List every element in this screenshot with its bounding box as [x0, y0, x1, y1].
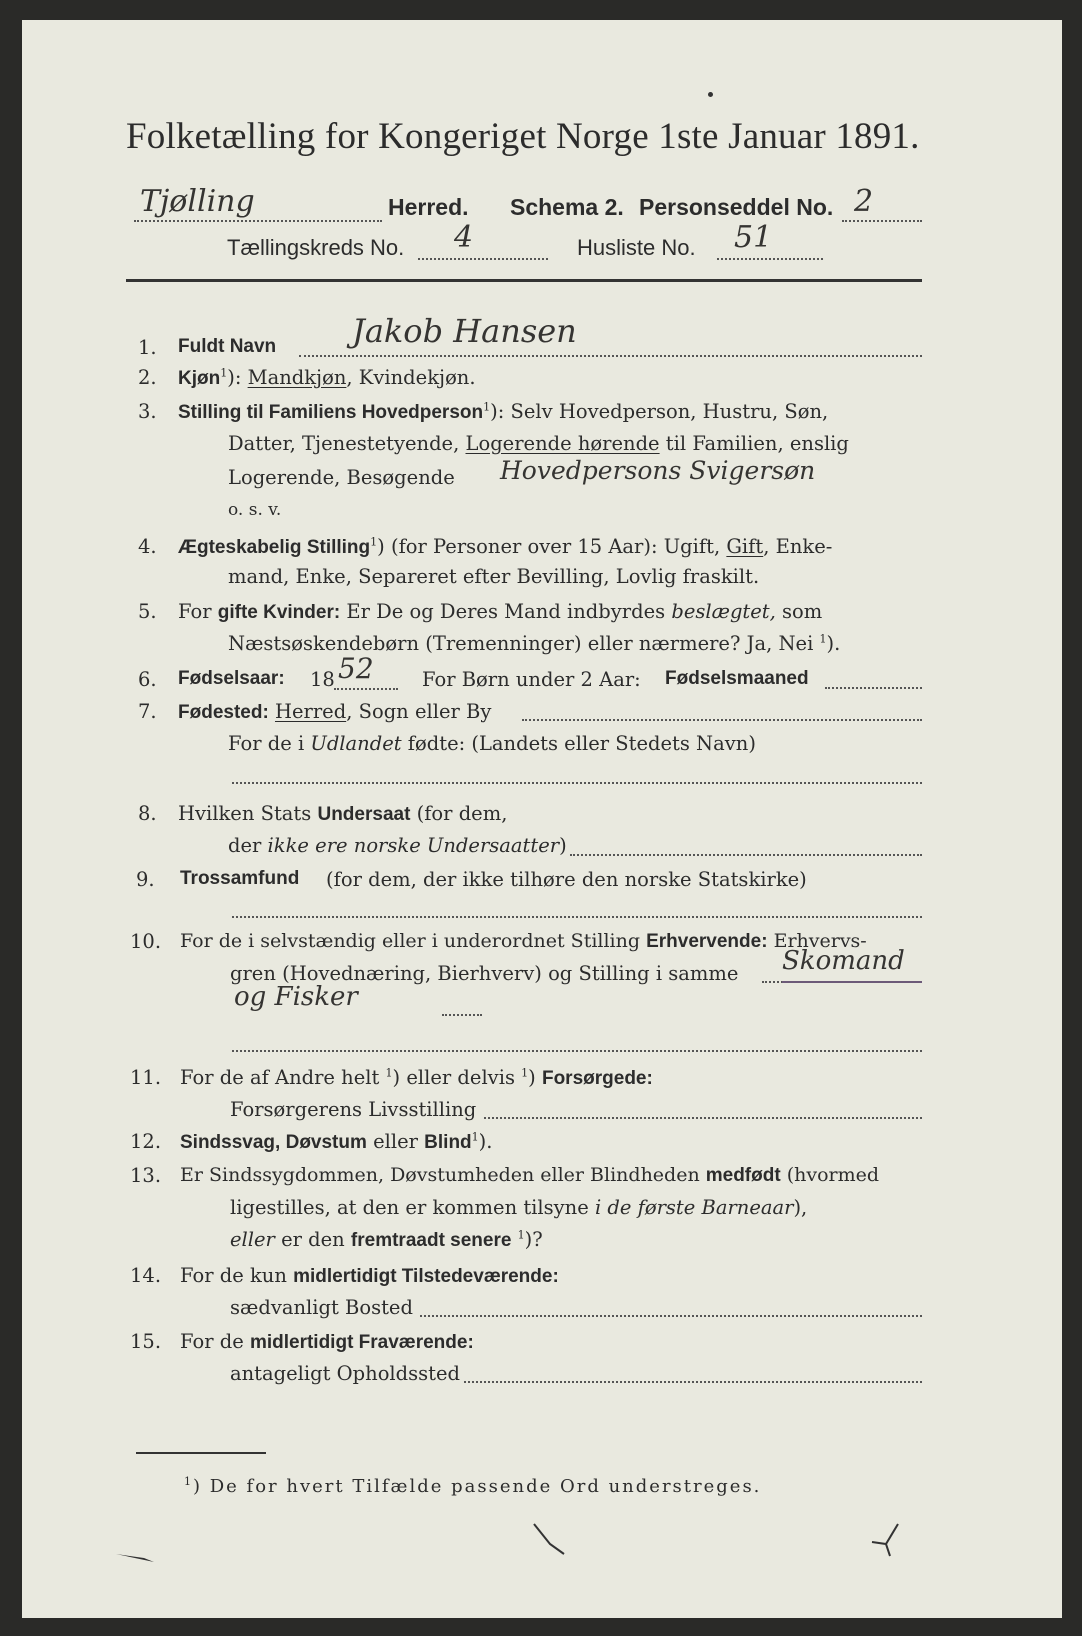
fuldt-navn-line — [299, 355, 922, 357]
personseddel-line — [842, 220, 922, 222]
stilling-value: Hovedpersons Svigersøn — [500, 456, 816, 485]
stilling-line-2 — [228, 432, 849, 455]
taellingskreds-value: 4 — [454, 220, 474, 255]
footnote-ref: 1 — [385, 1066, 393, 1080]
fravaerende-text-a: For de — [180, 1330, 250, 1353]
pen-mark — [868, 1520, 908, 1560]
stilling-text: ): Selv Hovedperson, Hustru, Søn, — [490, 400, 829, 423]
fodselsaar-label: Fødselsaar: — [178, 668, 285, 689]
undersaat-ikke-norske: ikke ere norske Undersaatter — [267, 834, 560, 857]
stilling-text-2a: Datter, Tjenestetyende, — [228, 432, 466, 455]
sindssvag-text: eller — [366, 1130, 425, 1153]
undersaat-text-b: (for dem, — [410, 802, 508, 825]
kjon-text: ): — [227, 366, 248, 389]
item-number-4: 4. — [138, 535, 157, 558]
sindssvag-line — [180, 1130, 492, 1154]
fodselsaar-prefix: 18 — [310, 668, 335, 691]
fuldt-navn-value: Jakob Hansen — [352, 312, 577, 350]
footnote-ref: 1 — [521, 1066, 529, 1080]
footnote-ref: 1 — [483, 400, 491, 414]
taellingskreds-label: Tællingskreds No. — [227, 235, 405, 260]
tilstede-label: midlertidigt Tilstedeværende: — [293, 1266, 559, 1287]
stilling-logerende-underlined: Logerende hørende — [465, 432, 660, 455]
undersaat-label: Undersaat — [317, 804, 411, 825]
item-number-5: 5. — [138, 600, 157, 623]
trossamfund-line — [232, 916, 922, 918]
medfodt-text-b: (hvormed — [780, 1164, 880, 1186]
erhverv-value-underline — [782, 981, 922, 983]
medfodt-line-3 — [230, 1228, 543, 1252]
trossamfund-label: Trossamfund — [180, 868, 300, 889]
forsorgede-line-1 — [180, 1066, 653, 1090]
aegteskab-line-1 — [178, 535, 832, 559]
aegteskab-label: Ægteskabelig Stilling — [178, 537, 371, 558]
erhverv-text-b: Erhvervs- — [767, 930, 867, 952]
stilling-text-2b: til Familien, enslig — [659, 432, 849, 455]
kjon-line — [178, 366, 476, 390]
ink-dot — [708, 92, 713, 97]
aegteskab-text: ) (for Personer over 15 Aar): Ugift, — [377, 535, 727, 558]
forsorgede-label: Forsørgede: — [541, 1068, 653, 1089]
sindssvag-end: ). — [478, 1130, 493, 1153]
erhverv-label: Erhvervende: — [646, 931, 768, 952]
aegteskab-text-b: , Enke- — [763, 535, 833, 558]
erhverv-line-2: gren (Hovednæring, Bierhverv) og Stilling i samme — [230, 962, 739, 985]
opholdssted-line — [464, 1381, 922, 1383]
footnote-sup: 1 — [184, 1475, 193, 1488]
born-under-2: For Børn under 2 Aar: — [422, 668, 641, 691]
kjon-text-2: , Kvindekjøn. — [346, 366, 476, 389]
fravaerende-line-1 — [180, 1330, 474, 1354]
aegteskab-gift-underlined: Gift — [726, 535, 764, 558]
item-number-9: 9. — [136, 868, 155, 891]
footnote — [184, 1475, 761, 1497]
husliste-line — [717, 258, 823, 260]
medfodt-barneaar: i de første Barneaar — [594, 1196, 794, 1219]
footnote-rule — [136, 1452, 266, 1454]
pen-mark — [114, 1548, 164, 1568]
fremtraadt-label: fremtraadt senere — [350, 1230, 512, 1251]
medfodt-line-2 — [230, 1196, 807, 1219]
medfodt-line-1 — [180, 1164, 879, 1187]
footnote-ref: 1 — [517, 1228, 525, 1242]
item-number-10: 10. — [130, 930, 162, 953]
undersaat-text-a: Hvilken Stats — [178, 802, 318, 825]
kjon-mandkjon-underlined: Mandkjøn — [247, 366, 347, 389]
footnote-text: ) De for hvert Tilfælde passende Ord understreges. — [193, 1476, 762, 1497]
item-number-8: 8. — [138, 802, 157, 825]
medfodt-text-a: Er Sindssygdommen, Døvstumheden eller Blindheden — [180, 1164, 706, 1186]
medfodt-eller: eller — [230, 1228, 275, 1251]
erhverv-line-1 — [180, 930, 867, 953]
forsorgede-text-b: ) eller delvis — [392, 1066, 522, 1089]
item-number-3: 3. — [138, 400, 157, 423]
fodselsmaaned-line — [825, 687, 922, 689]
stilling-line-1 — [178, 400, 828, 424]
footnote-ref: 1 — [370, 535, 378, 549]
gifte-text-b: Er De og Deres Mand indbyrdes — [340, 600, 672, 623]
sindssvag-label: Sindssvag, Døvstum — [180, 1132, 367, 1153]
gifte-beslaegtet: beslægtet, — [671, 600, 776, 623]
form-title: Folketælling for Kongeriget Norge 1ste Januar 1891. — [126, 116, 920, 157]
census-form-page — [22, 20, 1062, 1618]
forsorgede-line-2: Forsørgerens Livsstilling — [230, 1098, 477, 1121]
erhverv-line — [232, 1050, 922, 1052]
footnote-ref: 1 — [819, 632, 827, 646]
husliste-label: Husliste No. — [577, 235, 696, 260]
herred-label: Herred. — [388, 194, 469, 220]
fodselsaar-value: 52 — [338, 652, 374, 685]
gifte-text-c: som — [775, 600, 823, 623]
item-number-6: 6. — [138, 668, 157, 691]
erhverv-text-a: For de i selvstændig eller i underordnet Stilling — [180, 930, 647, 952]
herred-value: Tjølling — [140, 184, 255, 219]
item-number-13: 13. — [130, 1164, 162, 1187]
fodested-line — [522, 719, 922, 721]
item-number-2: 2. — [138, 366, 157, 389]
husliste-value: 51 — [734, 220, 773, 255]
blind-label: Blind — [424, 1132, 472, 1153]
tilstede-line-1 — [180, 1264, 559, 1288]
item-number-14: 14. — [130, 1264, 162, 1287]
fodested-line-1 — [178, 700, 491, 724]
fuldt-navn-label: Fuldt Navn — [178, 336, 277, 357]
header-rule — [126, 279, 922, 282]
undersaat-line-2 — [228, 834, 567, 857]
undersaat-line — [570, 854, 922, 856]
undersaat-text-2a: der — [228, 834, 268, 857]
footnote-ref: 1 — [471, 1130, 479, 1144]
medfodt-label: medfødt — [705, 1165, 781, 1186]
udland-line — [232, 782, 922, 784]
fodested-herred-underlined: Herred — [274, 700, 347, 723]
erhverv-value-2: og Fisker — [234, 982, 358, 1012]
medfodt-end: )? — [524, 1228, 543, 1251]
erhverv-value-2-dots — [442, 1014, 482, 1016]
gifte-kvinder-line-2 — [228, 632, 840, 655]
forsorgede-text-a: For de af Andre helt — [180, 1066, 386, 1089]
stilling-line-3: Logerende, Besøgende — [228, 466, 455, 489]
fodselsmaaned-label: Fødselsmaaned — [665, 668, 809, 689]
medfodt-text-2a: ligestilles, at den er kommen tilsyne — [230, 1196, 595, 1219]
item-number-1: 1. — [138, 336, 157, 359]
item-number-7: 7. — [138, 700, 157, 723]
taellingskreds-line — [418, 258, 548, 260]
fodested-udlandet: Udlandet — [310, 732, 402, 755]
herred-line — [134, 220, 382, 222]
gifte-end: ). — [826, 632, 841, 655]
forsorger-line — [484, 1117, 922, 1119]
item-number-12: 12. — [130, 1130, 162, 1153]
kjon-label: Kjøn — [178, 368, 221, 389]
bosted-line — [420, 1315, 922, 1317]
personseddel-value: 2 — [854, 184, 874, 219]
undersaat-text-2b: ) — [559, 834, 567, 857]
trossamfund-text: (for dem, der ikke tilhøre den norske Statskirke) — [326, 868, 807, 891]
medfodt-text-2b: ), — [793, 1196, 808, 1219]
personseddel-label: Personseddel No. — [639, 194, 834, 220]
item-number-11: 11. — [130, 1066, 162, 1089]
erhverv-value-1: Skomand — [782, 946, 905, 976]
fodested-text: , Sogn eller By — [346, 700, 492, 723]
fravaerende-label: midlertidigt Fraværende: — [249, 1332, 474, 1353]
fodested-text-2b: fødte: (Landets eller Stedets Navn) — [401, 732, 756, 755]
fodested-label: Fødested: — [178, 702, 269, 723]
gifte-kvinder-label: gifte Kvinder: — [217, 602, 341, 623]
footnote-ref: 1 — [220, 366, 228, 380]
gifte-kvinder-line-1 — [178, 600, 822, 624]
forsorgede-text-c: ) — [528, 1066, 542, 1089]
undersaat-line-1 — [178, 802, 507, 826]
tilstede-line-2: sædvanligt Bosted — [230, 1296, 413, 1319]
pen-mark — [530, 1520, 570, 1560]
fodested-text-2a: For de i — [228, 732, 311, 755]
tilstede-text-a: For de kun — [180, 1264, 294, 1287]
gifte-text-2: Næstsøskendebørn (Tremenninger) eller nærmere? Ja, Nei — [228, 632, 820, 655]
fodested-line-2 — [228, 732, 756, 755]
schema-label: Schema 2. — [510, 194, 624, 220]
medfodt-text-3a: er den — [274, 1228, 351, 1251]
stilling-label: Stilling til Familiens Hovedperson — [178, 402, 484, 423]
aegteskab-line-2: mand, Enke, Separeret efter Bevilling, Lovlig fraskilt. — [228, 565, 760, 588]
item-number-15: 15. — [130, 1330, 162, 1353]
fravaerende-line-2: antageligt Opholdssted — [230, 1362, 461, 1385]
fodselsaar-line — [334, 688, 398, 690]
gifte-text-a: For — [178, 600, 218, 623]
stilling-line-4: o. s. v. — [228, 500, 282, 520]
